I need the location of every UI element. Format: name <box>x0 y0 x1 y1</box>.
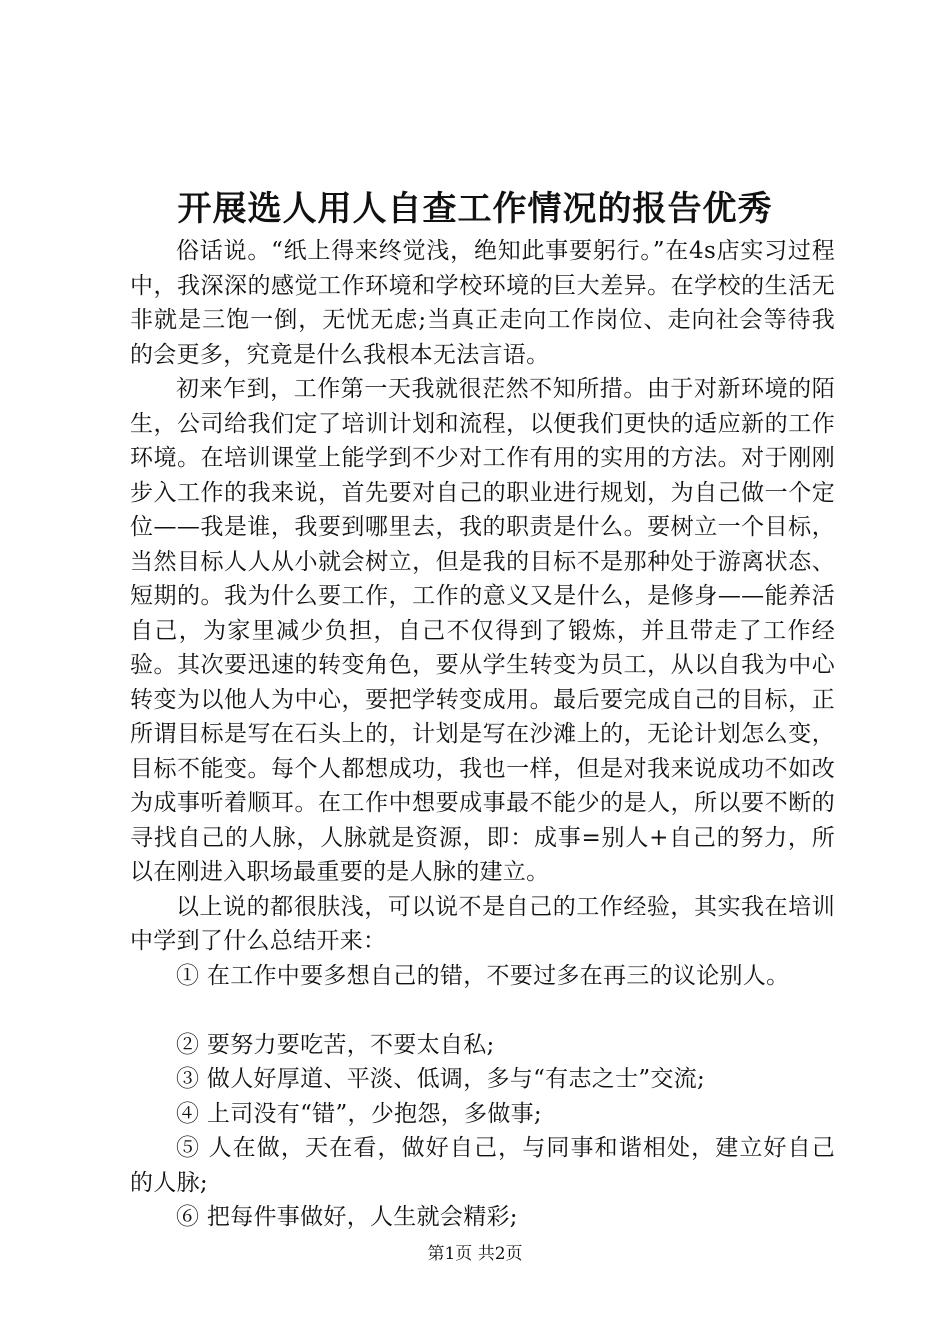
page-footer: 第1页 共2页 <box>427 1244 523 1264</box>
paragraph-summary: 以上说的都很肤浅，可以说不是自己的工作经验，其实我在培训中学到了什么总结开来： <box>130 893 835 954</box>
list-item-6: ⑥ 把每件事做好，人生就会精彩; <box>176 1204 518 1230</box>
document-title: 开展选人用人自查工作情况的报告优秀 <box>177 189 773 229</box>
list-item-1: ① 在工作中要多想自己的错，不要过多在再三的议论别人。 <box>176 962 790 989</box>
list-item-5: ⑤ 人在做，天在看，做好自己，与同事和谐相处，建立好自己的人脉; <box>130 1135 835 1196</box>
list-item-4: ④ 上司没有“错”，少抱怨，多做事; <box>176 1100 542 1127</box>
list-item-3: ③ 做人好厚道、平淡、低调，多与“有志之士”交流; <box>176 1066 706 1092</box>
list-item-2: ② 要努力要吃苦，不要太自私; <box>176 1031 495 1058</box>
document-body <box>130 234 835 1235</box>
paragraph-main: 初来乍到，工作第一天我就很茫然不知所措。由于对新环境的陌生，公司给我们定了培训计划和流程，以便我们更快的适应新的工作环境。在培训课堂上能学到不少对工作有用的实用的方法。对于刚刚步入工作的我来说，首先要对自己的职业进行规划，为自己做一个定位——我是谁，我要到哪里去，我的职责是什么。要树立一个目标，当然目标人人从小就会树立，但是我的目标不是那种处于游离状态、短期的。我为什么要工作，工作的意义又是什么，是修身——能养活自己，为家里减少负担，自己不仅得到了锻炼，并且带走了工作经验。其次要迅速的转变角色，要从学生转变为员工，从以自我为中心转变为以他人为中心，要把学转变成用。最后要完成自己的目标，正所谓目标是写在石头上的，计划是写在沙滩上的，无论计划怎么变，目标不能变。每个人都想成功，我也一样，但是对我来说成功不如改为成事听着顺耳。在工作中想要成事最不能少的是人，所以要不断的寻找自己的人脉，人脉就是资源，即：成事=别人+自己的努力，所以在刚进入职场最重要的是人脉的建立。 <box>130 376 835 885</box>
paragraph-intro: 俗话说。“纸上得来终觉浅，绝知此事要躬行。”在4s店实习过程中，我深深的感觉工作环境和学校环境的巨大差异。在学校的生活无非就是三饱一倒，无忧无虑;当真正走向工作岗位、走向社会等待我的会更多，究竟是什么我根本无法言语。 <box>130 238 835 368</box>
